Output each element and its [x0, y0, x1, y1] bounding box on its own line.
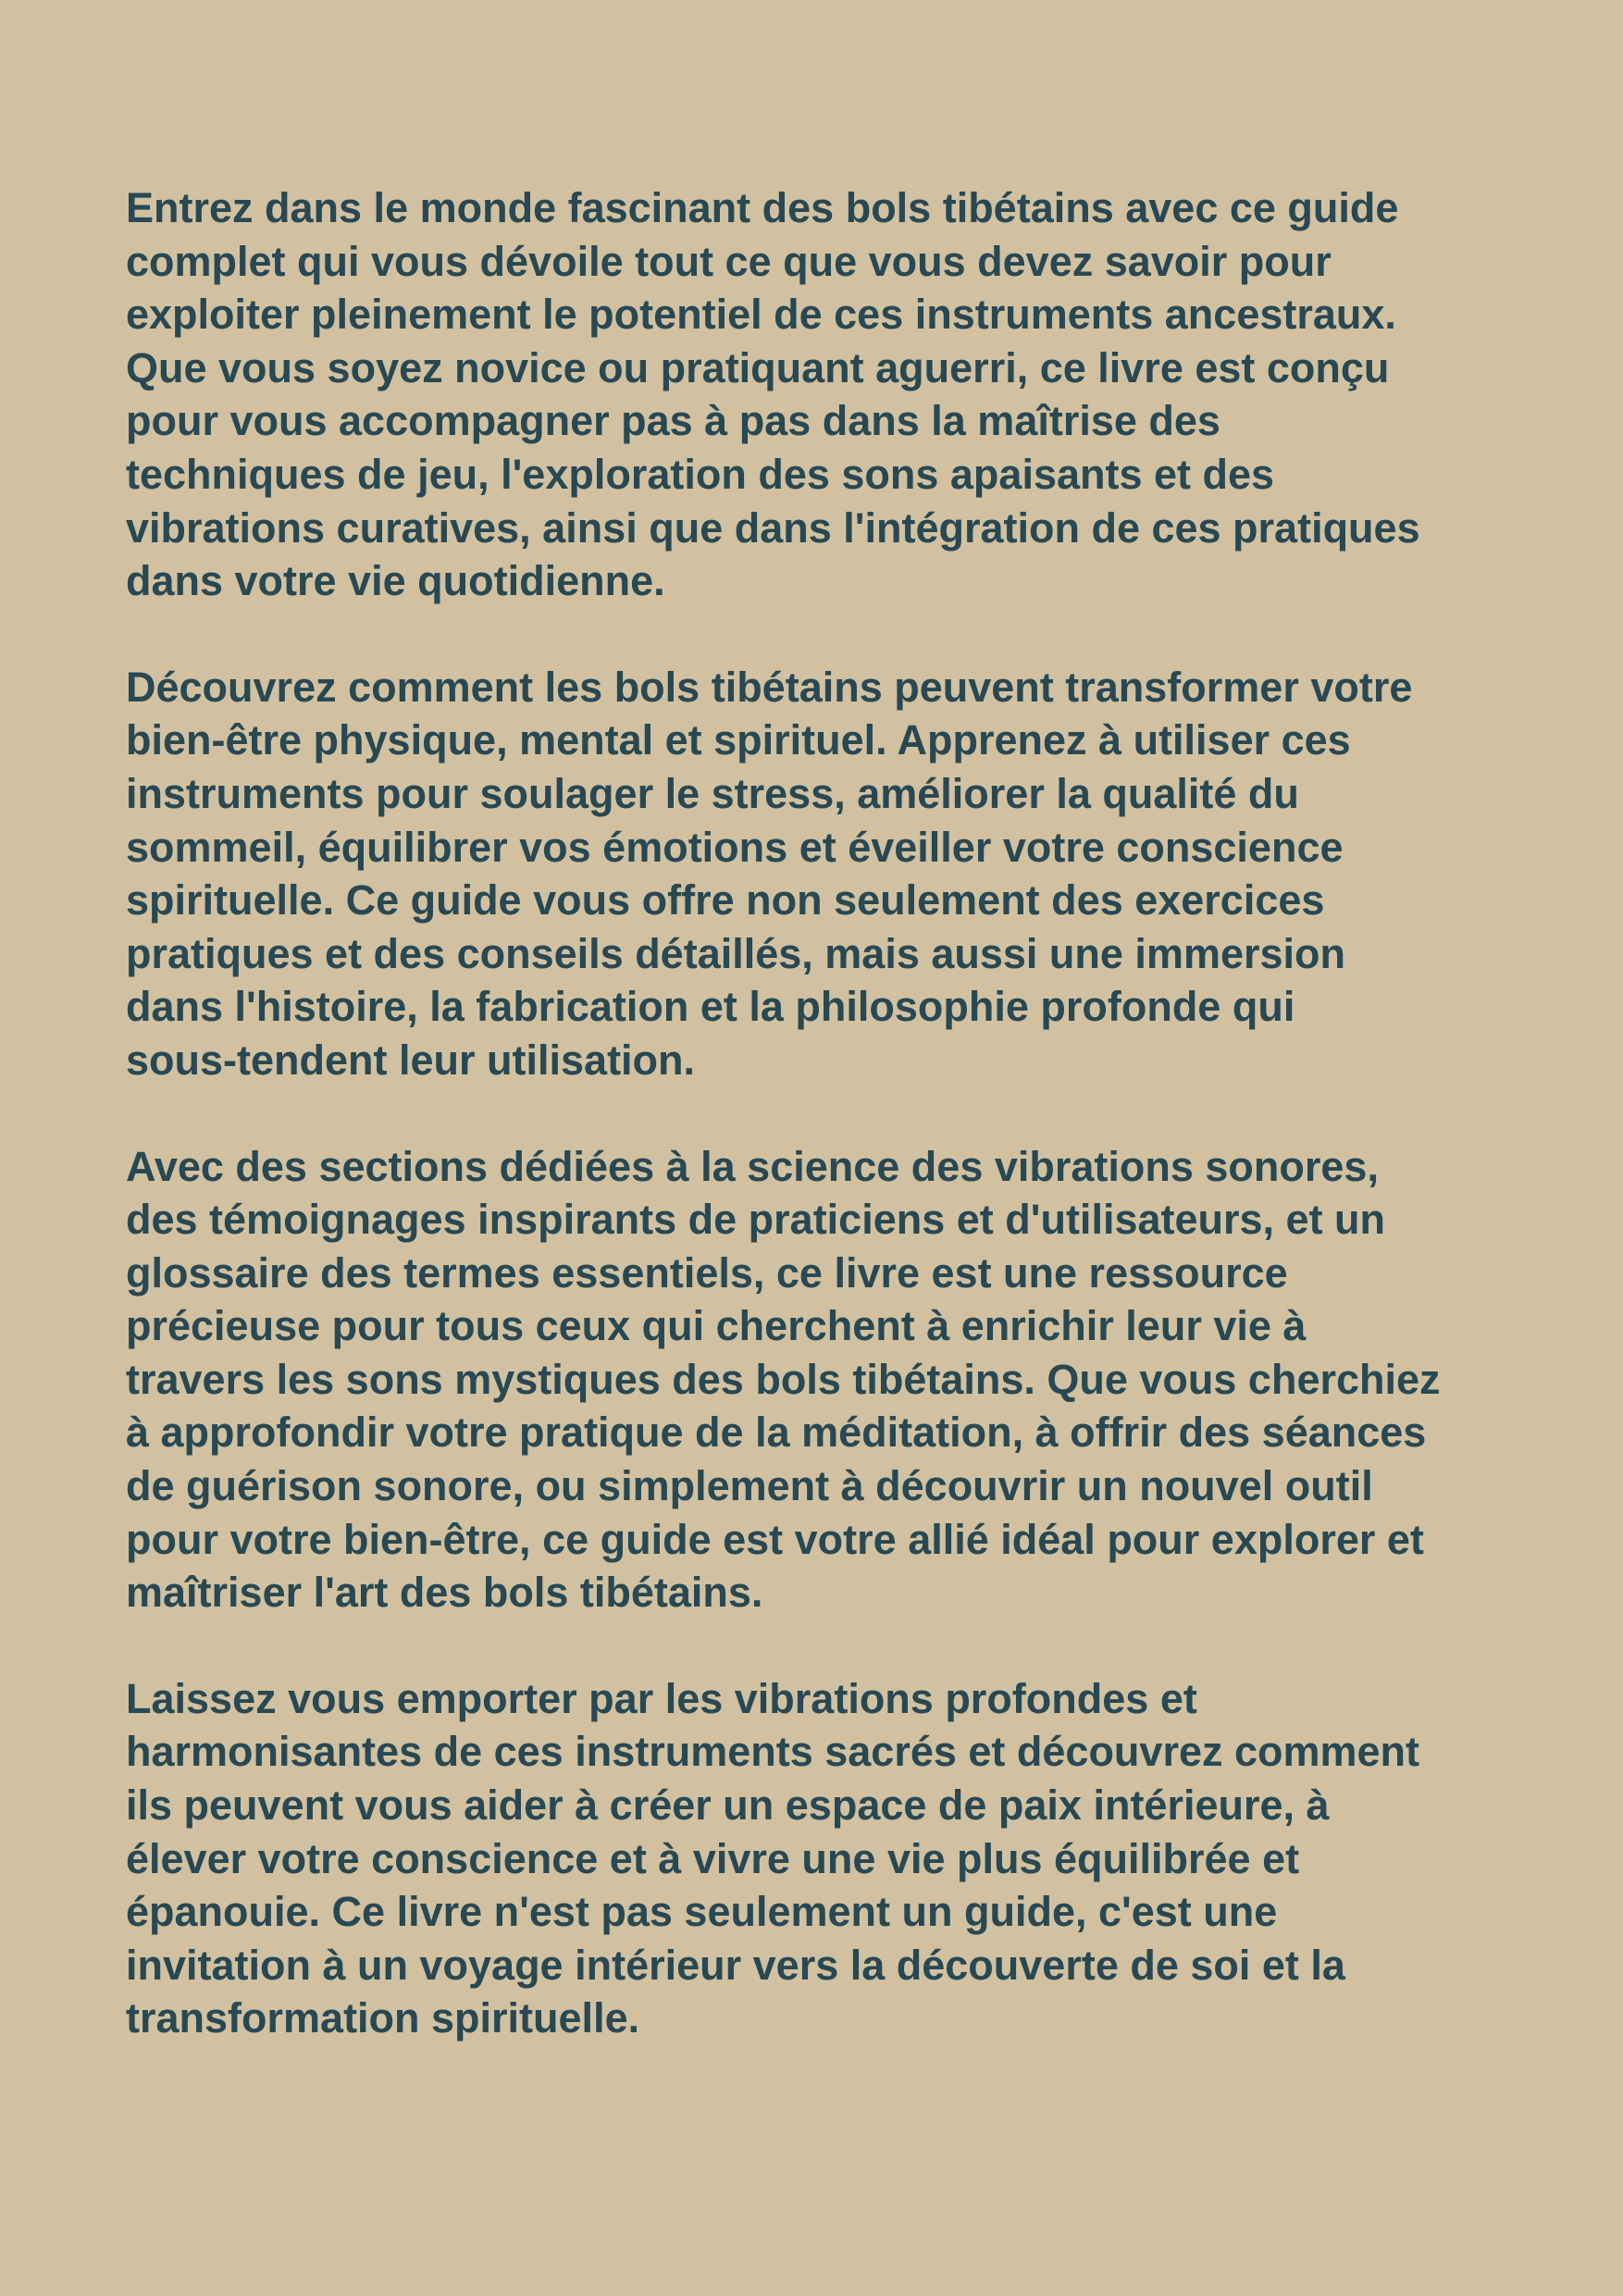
paragraph-invitation: Laissez vous emporter par les vibrations profondes et harmonisantes de ces instruments sacrés et découvrez comment ils peuvent vous aider à créer un espace de paix intérieure, à élever votre conscience et à vivre une vie plus équilibrée et épanouie. Ce livre n'est pas seulement un guide, c'est une invitation à un voyage intérieur vers la découverte de soi et la transformation spirituelle. — [126, 1674, 1420, 2042]
paragraph-contents: Avec des sections dédiées à la science des vibrations sonores, des témoignages inspirants de praticiens et d'utilisateurs, et un glossaire des termes essentiels, ce livre est une ressource précieuse pour tous ceux qui cherchent à enrichir leur vie à travers les sons mystiques des bols tibétains. Que vous cherchiez à approfondir votre pratique de la méditation, à offrir des séances de guérison sonore, ou simplement à découvrir un nouvel outil pour votre bien-être, ce guide est votre allié idéal pour explorer et maîtriser l'art des bols tibétains. — [126, 1142, 1441, 1617]
paragraph-benefits: Découvrez comment les bols tibétains peuvent transformer votre bien-être physique, mental et spirituel. Apprenez à utiliser ces instruments pour soulager le stress, améliorer la qualité du sommeil, équilibrer vos émotions et éveiller votre conscience spirituelle. Ce guide vous offre non seulement des exercices pratiques et des conseils détaillés, mais aussi une immersion dans l'histoire, la fabrication et la philosophie profonde qui sous-tendent leur utilisation. — [126, 663, 1413, 1084]
paragraph-introduction: Entrez dans le monde fascinant des bols tibétains avec ce guide complet qui vous dévoile tout ce que vous devez savoir pour exploiter pleinement le potentiel de ces instruments ancestraux. Que vous soyez novice ou pratiquant aguerri, ce livre est conçu pour vous accompagner pas à pas dans la maîtrise des techniques de jeu, l'exploration des sons apaisants et des vibrations curatives, ainsi que dans l'intégration de ces pratiques dans votre vie quotidienne. — [126, 184, 1420, 605]
description-text-block — [126, 181, 1569, 2045]
